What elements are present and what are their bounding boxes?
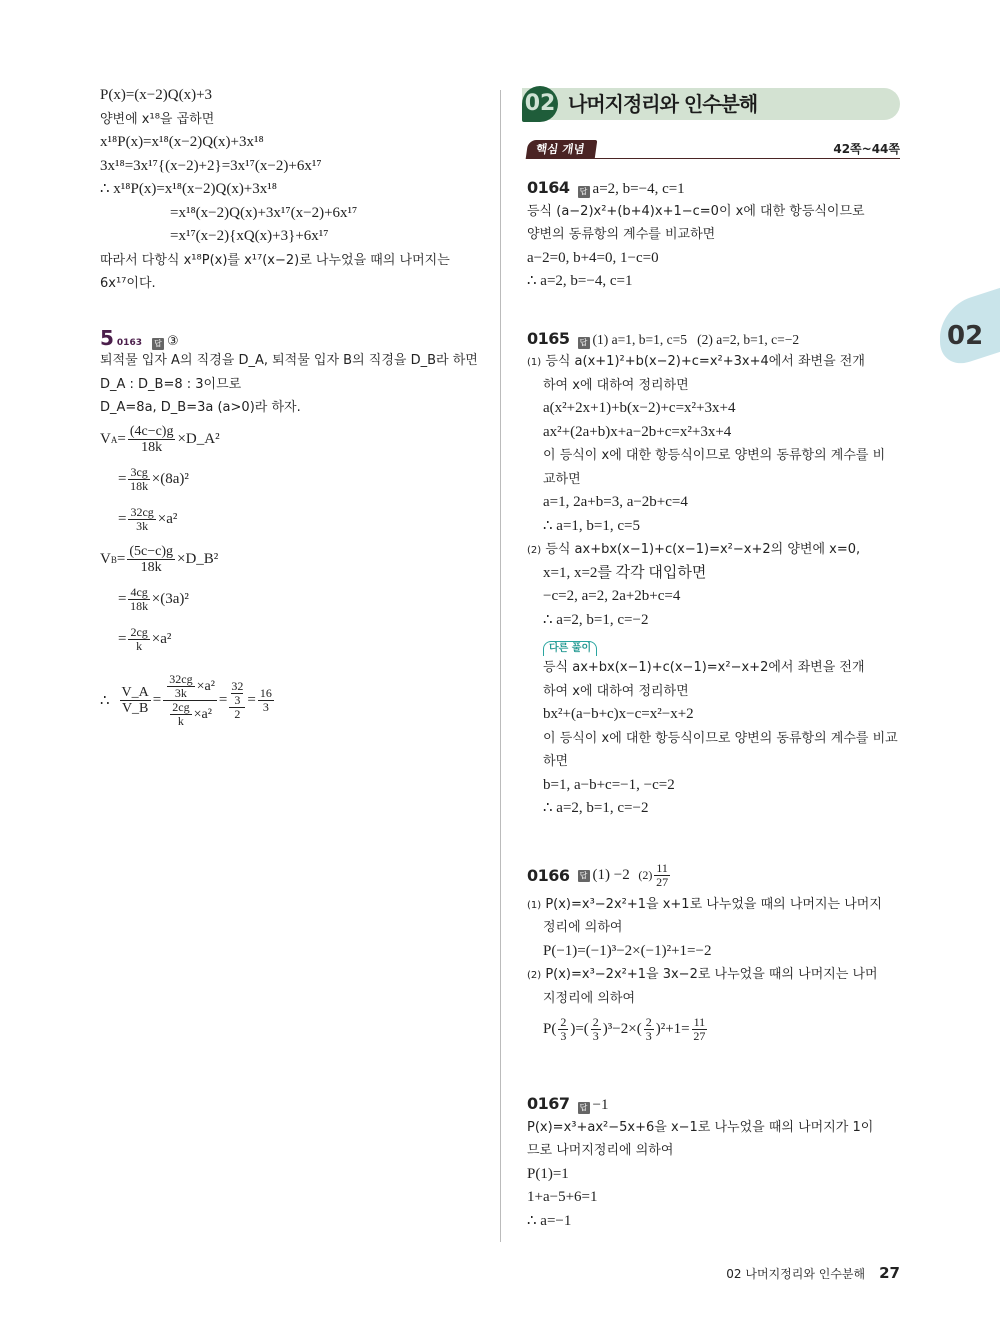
text: )³−2×(: [602, 1020, 642, 1037]
math-line: 3x¹⁸=3x¹⁷{(x−2)+2}=3x¹⁷(x−2)+6x¹⁷: [100, 157, 322, 174]
part-label: (1): [527, 899, 542, 911]
denominator: 3: [234, 693, 241, 707]
text-line: 이 등식이 x에 대한 항등식이므로 양변의 동류항의 계수를 비교: [543, 730, 898, 746]
chapter-number: 02: [522, 86, 558, 122]
va-label: V: [100, 431, 111, 447]
equals: =: [247, 692, 256, 708]
text: P(x)=x³−2x²+1을 3x−2로 나누었을 때의 나머지는 나머: [545, 967, 878, 982]
answer: ③: [166, 333, 179, 349]
fraction: [167, 673, 194, 700]
denominator: 18k: [130, 479, 149, 493]
page-number: 27: [879, 1264, 900, 1282]
denominator: 3: [645, 1028, 652, 1043]
problem-number: 5: [100, 325, 114, 350]
text: (: [551, 1020, 557, 1037]
math-line: b=1, a−b+c=−1, −c=2: [543, 776, 675, 793]
text: 등식 ax+bx(x−1)+c(x−1)=x²−x+2의 양변에 x=0,: [545, 542, 861, 557]
numerator: 32: [231, 679, 244, 693]
problem-header-0166: [527, 859, 905, 893]
text-line: 등식 ax+bx(x−1)+c(x−1)=x²−x+2에서 좌변을 전개: [543, 660, 865, 675]
text: 등식 a(x+1)²+b(x−2)+c=x²+3x+4에서 좌변을 전개: [545, 354, 865, 369]
equation-va-step3: = $\frac{32cg}{3k}$ ×a²: [118, 505, 178, 533]
math-line: =x¹⁸(x−2)Q(x)+3x¹⁷(x−2)+6x¹⁷: [170, 204, 358, 221]
answer: a=2, b=−4, c=1: [592, 181, 685, 197]
text-line: 양변에 x¹⁸을 곱하면: [100, 111, 215, 127]
text-line: 등식 (a−2)x²+(b+4)x+1−c=0이 x에 대한 항등식이므로: [527, 203, 865, 219]
text-line: 퇴적물 입자 A의 직경을 D_A, 퇴적물 입자 B의 직경을 D_B라 하면: [100, 353, 478, 368]
rhs: ×a²: [151, 631, 172, 647]
rhs: ×D_A²: [177, 431, 220, 447]
rhs: ×(3a)²: [151, 591, 189, 607]
math-line: P(−1)=(−1)³−2×(−1)²+1=−2: [543, 942, 712, 959]
denominator: 3: [592, 1028, 599, 1043]
therefore-symbol: ∴: [100, 693, 110, 709]
math-line: bx²+(a−b+c)x−c=x²−x+2: [543, 706, 694, 722]
rhs: ×a²: [196, 679, 215, 694]
footer-chapter: 02 나머지정리와 인수분해: [726, 1267, 866, 1281]
math-line: a(x²+2x+1)+b(x−2)+c=x²+3x+4: [543, 400, 736, 416]
text-line: 이 등식이 x에 대한 항등식이므로 양변의 동류항의 계수를 비: [543, 448, 886, 463]
numerator: 2cg: [130, 625, 148, 639]
math-line: a=1, 2a+b=3, a−2b+c=4: [543, 494, 688, 510]
denominator: V_B: [121, 701, 149, 716]
denominator: 27: [656, 875, 669, 889]
part-label: (2): [527, 970, 542, 981]
text-line: 므로 나머지정리에 의하여: [527, 1143, 674, 1158]
vb-sub: B: [110, 554, 117, 565]
numerator: 4cg: [130, 585, 148, 599]
math-line: =x¹⁷(x−2){xQ(x)+3}+6x¹⁷: [170, 228, 329, 244]
va-sub: A: [110, 434, 118, 445]
math-line: ∴ a=1, b=1, c=5: [543, 517, 640, 534]
text: )²+1=: [655, 1020, 690, 1037]
text-line: 정리에 의하여: [543, 920, 623, 935]
side-tab-number: 02: [947, 321, 984, 351]
numerator: 2: [645, 1014, 652, 1029]
denominator: 18k: [130, 599, 149, 613]
numerator: 11: [693, 1014, 706, 1029]
math-line: ∴ x¹⁸P(x)=x¹⁸(x−2)Q(x)+3x¹⁸: [100, 181, 277, 197]
problem-id: 0164: [527, 178, 570, 197]
fraction: [558, 1016, 568, 1043]
denominator: 3: [262, 700, 269, 714]
text-line: 양변의 동류항의 계수를 비교하면: [527, 227, 716, 242]
fraction: [170, 701, 191, 728]
problem-header-0165: [527, 327, 905, 351]
rhs: ×a²: [193, 707, 212, 722]
numerator: 2: [560, 1014, 567, 1029]
text-line: 따라서 다항식 x¹⁸P(x)를 x¹⁷(x−2)로 나누었을 때의 나머지는: [100, 252, 450, 268]
numerator: 32cg: [169, 672, 193, 686]
denominator: 3k: [136, 519, 149, 533]
text-line: 교하면: [543, 471, 581, 487]
fraction: [128, 506, 155, 533]
answer-icon: 답: [578, 186, 590, 198]
alt-solution-header: [527, 638, 905, 656]
problem-id: 0165: [527, 328, 570, 348]
numerator: 2cg: [172, 700, 190, 714]
fraction: [128, 424, 176, 455]
fraction: [128, 626, 149, 653]
equals: =: [152, 692, 162, 708]
fraction: [258, 687, 274, 714]
rhs: ×(8a)²: [151, 471, 189, 487]
answer-2-fraction: [654, 862, 670, 889]
text-line: [527, 538, 905, 562]
alt-solution-badge: 다른 풀이: [543, 641, 597, 656]
numerator: [229, 680, 245, 708]
numerator: 32cg: [130, 505, 154, 519]
page-footer: [726, 1264, 900, 1282]
numerator: 3cg: [130, 465, 148, 479]
rhs: ×a²: [157, 511, 178, 527]
text: P(x)=x³−2x²+1을 x+1로 나누었을 때의 나머지는 나머지: [545, 896, 882, 912]
answer-icon: 답: [578, 870, 590, 882]
numerator: 11: [656, 861, 668, 875]
vb-label: V: [100, 551, 111, 567]
math-line: ∴ a=−1: [527, 1212, 572, 1229]
numerator: (4c−c)g: [129, 424, 174, 439]
denominator: [168, 701, 212, 728]
fraction: [120, 685, 151, 716]
equation-va-step2: = $\frac{3cg}{18k}$ ×(8a)²: [118, 465, 189, 493]
part-label: (1): [527, 357, 542, 368]
text-line: [527, 893, 905, 917]
complex-fraction: [163, 673, 217, 728]
concept-tag: 핵심 개념: [526, 140, 598, 159]
denominator: 2: [234, 707, 241, 721]
answer-icon: 답: [578, 1102, 590, 1114]
denominator: 18k: [140, 560, 162, 575]
equation-ratio: [100, 666, 480, 736]
fraction: [128, 466, 149, 493]
text-line: [527, 350, 905, 374]
problem-header-0164: [527, 176, 905, 200]
numerator: V_A: [121, 685, 149, 700]
numerator: 16: [259, 686, 272, 700]
denominator: 3k: [174, 686, 187, 700]
text-line: P(x)=x³+ax²−5x+6을 x−1로 나누었을 때의 나머지가 1이: [527, 1119, 874, 1135]
fraction: [692, 1016, 708, 1043]
text-line: [527, 963, 905, 987]
left-column: [100, 84, 480, 736]
math-line: a−2=0, b+4=0, 1−c=0: [527, 249, 659, 266]
text-line: D_A=8a, D_B=3a (a>0)라 하자.: [100, 400, 301, 415]
equation-vb: V B = $\frac{(5c-c)g}{18k}$ ×D_B²: [100, 544, 219, 575]
equation-vb-step2: = $\frac{4cg}{18k}$ ×(3a)²: [118, 585, 189, 613]
problem-id: 0167: [527, 1094, 570, 1113]
fraction: [128, 586, 149, 613]
denominator: 18k: [141, 440, 163, 455]
denominator: 3: [560, 1028, 567, 1043]
concept-pages: 42쪽~44쪽: [833, 142, 900, 156]
math-line: P(1)=1: [527, 1165, 569, 1182]
text-line: 하면: [543, 754, 569, 769]
answer: (1) a=1, b=1, c=5 (2) a=2, b=1, c=−2: [592, 331, 800, 347]
math-line: −c=2, a=2, 2a+2b+c=4: [543, 588, 681, 604]
denominator: k: [136, 639, 143, 653]
numerator: 2: [592, 1014, 599, 1029]
denominator: k: [177, 714, 184, 728]
equals: =: [218, 692, 228, 708]
denominator: 27: [693, 1028, 706, 1043]
answer-2-label: (2): [638, 868, 653, 882]
math-line: 1+a−5+6=1: [527, 1189, 598, 1205]
answer-icon: 답: [578, 337, 590, 349]
math-line-fraction: [527, 1010, 905, 1048]
answer: −1: [592, 1097, 609, 1113]
text-line: D_A : D_B=8 : 3이므로: [100, 376, 242, 392]
problem-id: 0163: [116, 337, 142, 348]
fraction: [127, 544, 175, 575]
math-line: ∴ a=2, b=1, c=−2: [543, 800, 649, 816]
fraction: [644, 1016, 654, 1043]
chapter-title: 나머지정리와 인수분해: [568, 92, 758, 116]
text-line: 지정리에 의하여: [543, 990, 636, 1006]
text-line: 하여 x에 대하여 정리하면: [543, 377, 689, 393]
problem-id: 0166: [527, 866, 570, 885]
text-line: 6x¹⁷이다.: [100, 276, 156, 291]
answer-1: (1) −2: [592, 867, 630, 883]
column-divider: [500, 90, 501, 1242]
right-column: [527, 176, 905, 1233]
math-line: P(x)=(x−2)Q(x)+3: [100, 87, 213, 103]
answer-icon: 답: [152, 338, 164, 350]
problem-header-0163: [100, 326, 480, 350]
problem-header-0167: [527, 1092, 905, 1116]
concept-rule: [527, 158, 900, 159]
rhs: ×D_B²: [176, 551, 219, 567]
text-line: 하여 x에 대하여 정리하면: [543, 683, 689, 699]
text: )=(: [570, 1020, 589, 1037]
fraction: [591, 1016, 601, 1043]
math-line: x¹⁸P(x)=x¹⁸(x−2)Q(x)+3x¹⁸: [100, 134, 264, 150]
math-line: ax²+(2a+b)x+a−2b+c=x²+3x+4: [543, 423, 732, 440]
math-line: ∴ a=2, b=−4, c=1: [527, 273, 633, 289]
text: P: [543, 1020, 552, 1037]
numerator: [163, 673, 217, 701]
math-line: x=1, x=2를 각각 대입하면: [543, 564, 707, 581]
math-line: ∴ a=2, b=1, c=−2: [543, 611, 649, 628]
complex-fraction: [229, 680, 245, 721]
numerator: (5c−c)g: [129, 544, 173, 559]
equation-va: V A = $\frac{(4c-c)g}{18k}$ ×D_A²: [100, 424, 220, 455]
part-label: (2): [527, 545, 542, 556]
equation-vb-step3: = $\frac{2cg}{k}$ ×a²: [118, 625, 172, 653]
